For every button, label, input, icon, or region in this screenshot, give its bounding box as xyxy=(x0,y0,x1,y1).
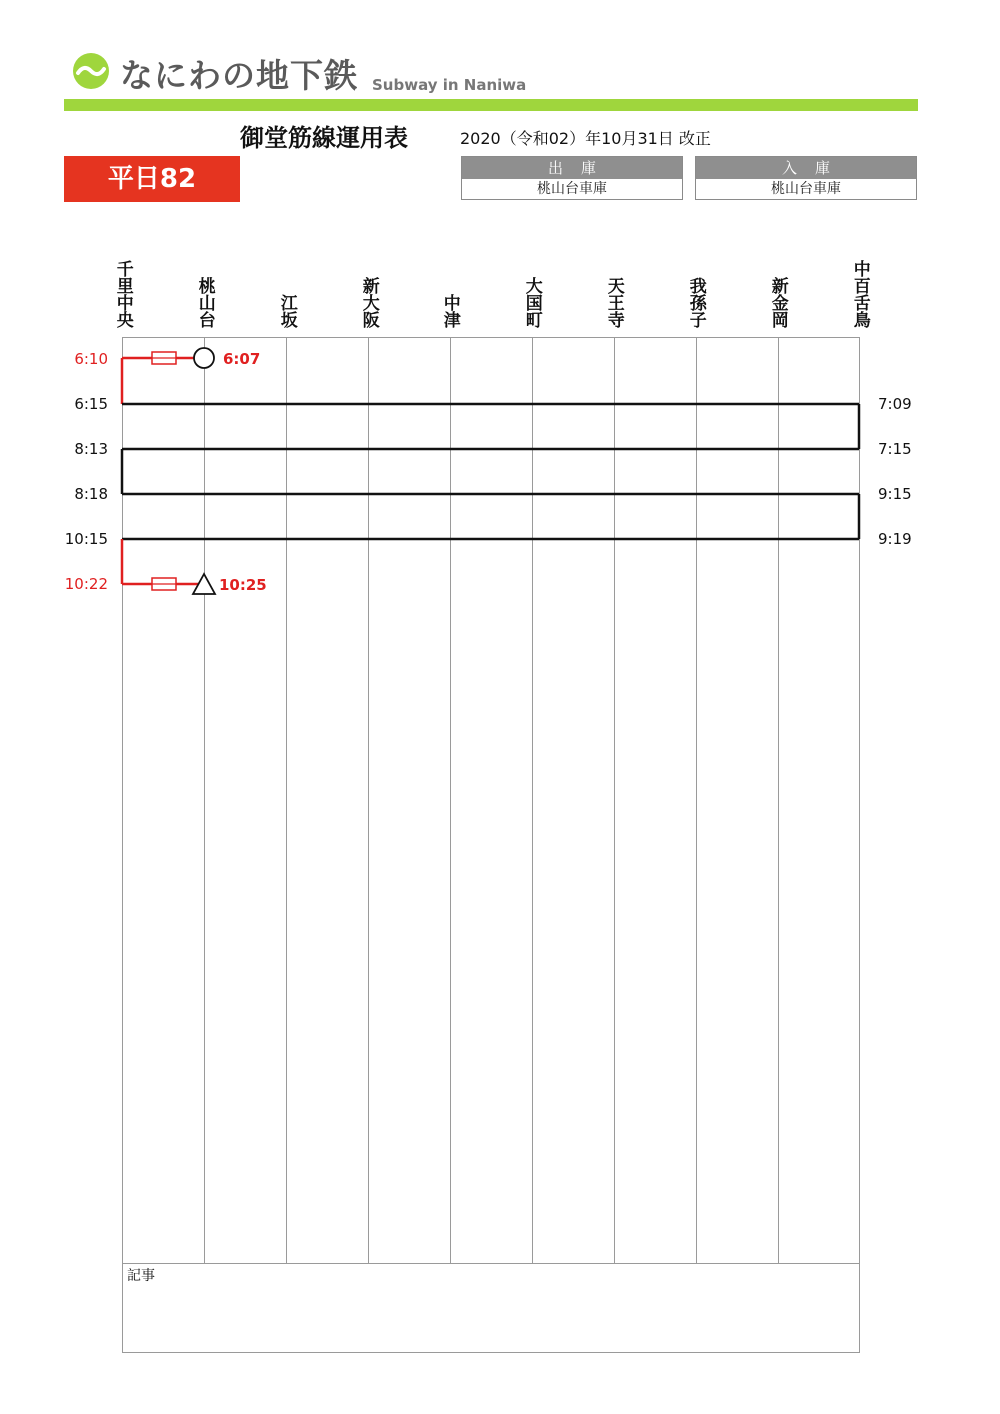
depot-out-leg xyxy=(122,348,214,404)
time-label: 9:15 xyxy=(878,485,912,503)
depot-in-value: 桃山台車庫 xyxy=(771,181,841,197)
sheet-title: 御堂筋線運用表 xyxy=(240,124,408,152)
station-header: 天王寺 xyxy=(603,277,624,328)
station-header: 新金岡 xyxy=(767,277,788,328)
station-header: 中百舌鳥 xyxy=(849,260,870,328)
time-label: 10:22 xyxy=(64,575,108,593)
station-header: 新大阪 xyxy=(358,277,379,328)
brand-name: なにわの地下鉄 xyxy=(120,56,358,95)
operation-number-badge: 平日82 xyxy=(64,156,240,202)
station-header: 大国町 xyxy=(521,277,542,328)
diagram-grid xyxy=(122,337,860,1353)
time-label: 8:18 xyxy=(74,485,108,503)
depot-in-time: 10:25 xyxy=(219,576,267,594)
time-label: 9:19 xyxy=(878,530,912,548)
brand-subtitle: Subway in Naniwa xyxy=(372,76,527,94)
depot-in-label: 入庫 xyxy=(696,157,916,179)
notes-label: 記事 xyxy=(127,1268,155,1284)
depot-out-value: 桃山台車庫 xyxy=(537,181,607,197)
time-label: 6:10 xyxy=(74,350,108,368)
time-label: 6:15 xyxy=(74,395,108,413)
revision-date: 2020（令和02）年10月31日 改正 xyxy=(460,129,711,148)
time-label: 8:13 xyxy=(74,440,108,458)
depot-out-label: 出庫 xyxy=(462,157,682,179)
station-header: 桃山台 xyxy=(194,277,215,328)
station-header: 千里中央 xyxy=(112,260,133,328)
revenue-runs xyxy=(122,404,859,539)
station-header: 我孫子 xyxy=(685,277,706,328)
time-label: 7:15 xyxy=(878,440,912,458)
depart-circle-marker xyxy=(194,348,214,368)
time-label: 7:09 xyxy=(878,395,912,413)
station-header: 中津 xyxy=(439,294,460,328)
grid-frame xyxy=(123,338,860,1353)
depot-in-leg xyxy=(122,539,215,594)
station-header: 江坂 xyxy=(276,294,297,328)
depot-out-time: 6:07 xyxy=(223,350,261,368)
time-label: 10:15 xyxy=(64,530,108,548)
